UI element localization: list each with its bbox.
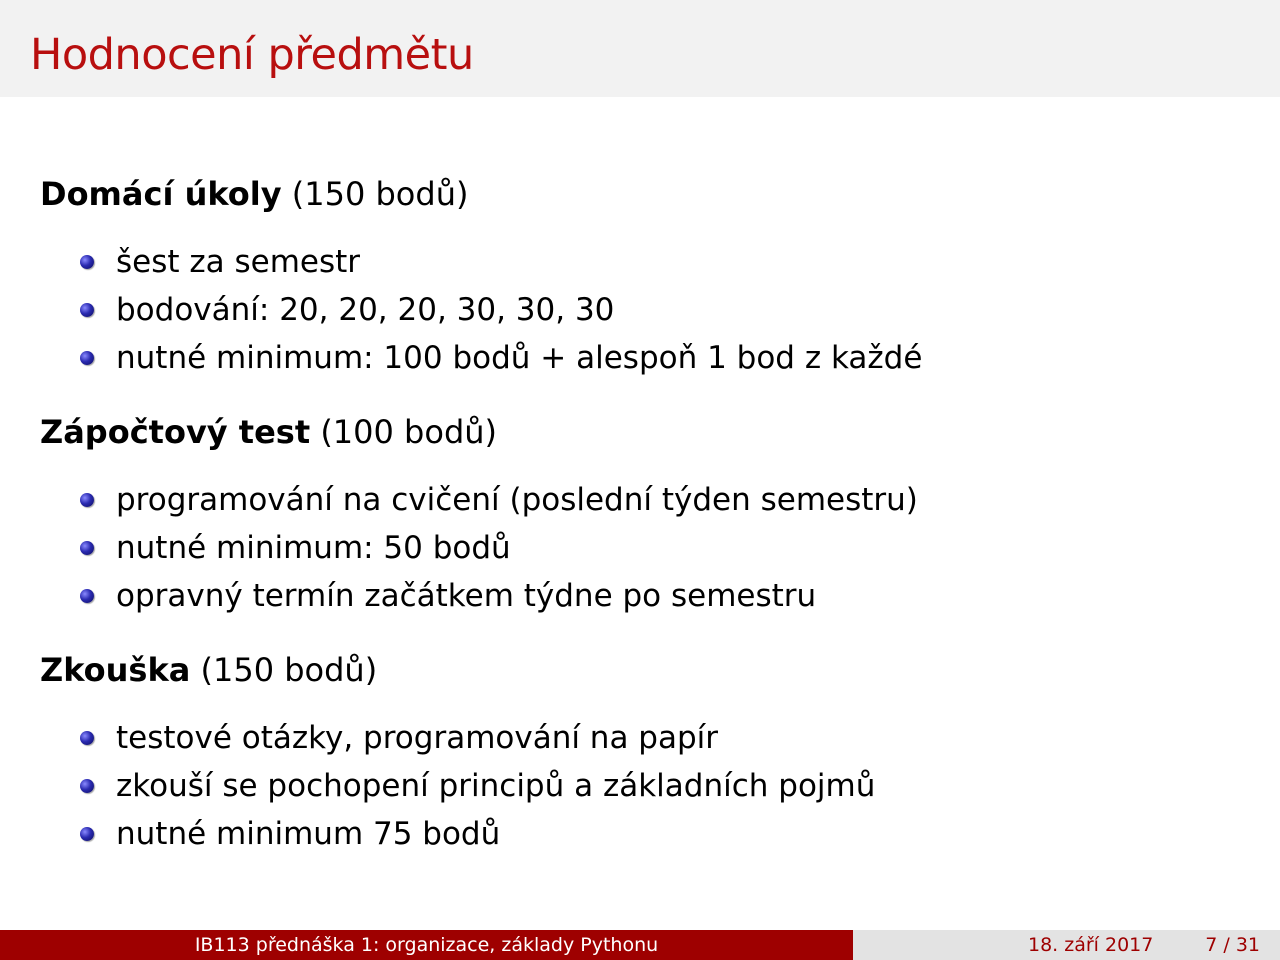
list-item <box>40 810 1240 858</box>
bullet-icon <box>80 493 94 507</box>
footer-info <box>853 930 1280 960</box>
list-item-text: bodování: 20, 20, 20, 30, 30, 30 <box>116 292 615 328</box>
list-item-text: programování na cvičení (poslední týden semestru) <box>116 482 918 518</box>
list-item-text: zkouší se pochopení principů a základních pojmů <box>116 768 876 804</box>
bullet-icon <box>80 827 94 841</box>
section-heading <box>40 168 1240 220</box>
page-number: 7 / 31 <box>1205 934 1260 956</box>
bullet-icon <box>80 589 94 603</box>
list-item-text: nutné minimum: 100 bodů + alespoň 1 bod z každé <box>116 340 923 376</box>
list-item <box>40 572 1240 620</box>
footer <box>0 930 1280 960</box>
list-item <box>40 238 1240 286</box>
bullet-icon <box>80 779 94 793</box>
list-item-text: opravný termín začátkem týdne po semestru <box>116 578 817 614</box>
section-heading-points: (150 bodů) <box>190 651 378 689</box>
bullet-icon <box>80 255 94 269</box>
bullet-list <box>40 714 1240 858</box>
section-heading-points: (150 bodů) <box>281 175 469 213</box>
bullet-icon <box>80 303 94 317</box>
list-item <box>40 476 1240 524</box>
footer-course-title: IB113 přednáška 1: organizace, základy Pythonu <box>0 930 853 960</box>
bullet-list <box>40 476 1240 620</box>
bullet-icon <box>80 541 94 555</box>
list-item <box>40 762 1240 810</box>
page-title: Hodnocení předmětu <box>30 30 474 80</box>
list-item-text: nutné minimum 75 bodů <box>116 816 501 852</box>
footer-date: 18. září 2017 <box>1028 934 1154 956</box>
list-item <box>40 524 1240 572</box>
slide-content <box>40 168 1240 882</box>
list-item <box>40 286 1240 334</box>
section-heading <box>40 406 1240 458</box>
list-item-text: šest za semestr <box>116 244 361 280</box>
bullet-icon <box>80 351 94 365</box>
section-credit-test <box>40 406 1240 620</box>
list-item-text: testové otázky, programování na papír <box>116 720 719 756</box>
bullet-icon <box>80 731 94 745</box>
bullet-list <box>40 238 1240 382</box>
section-heading-title: Zápočtový test <box>40 413 311 451</box>
section-exam <box>40 644 1240 858</box>
list-item <box>40 334 1240 382</box>
frame-title-bar <box>0 0 1280 97</box>
section-heading-title: Zkouška <box>40 651 191 689</box>
list-item-text: nutné minimum: 50 bodů <box>116 530 511 566</box>
section-heading-points: (100 bodů) <box>310 413 498 451</box>
section-heading-title: Domácí úkoly <box>40 175 282 213</box>
section-heading <box>40 644 1240 696</box>
list-item <box>40 714 1240 762</box>
section-homework <box>40 168 1240 382</box>
